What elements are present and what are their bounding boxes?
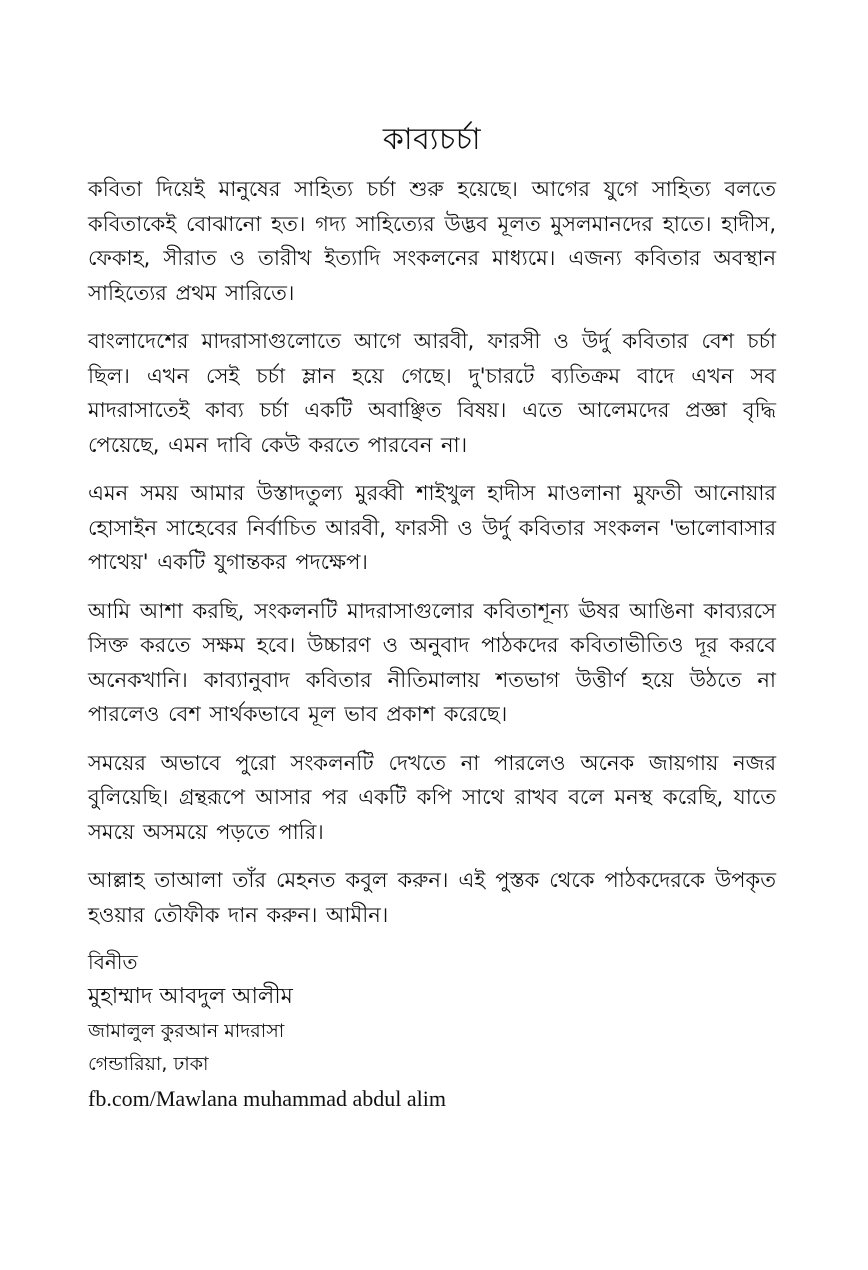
paragraph-6: আল্লাহ তাআলা তাঁর মেহনত কবুল করুন। এই পুস্তক থেকে পাঠকদেরকে উপকৃত হওয়ার তৌফীক দান করুন। আমীন। (88, 868, 776, 927)
author-location: গেন্ডারিয়া, ঢাকা (88, 1053, 209, 1075)
paragraph-2: বাংলাদেশের মাদরাসাগুলোতে আগে আরবী, ফারসী ও উর্দু কবিতার বেশ চর্চা ছিল। এখন সেই চর্চা ম্লান হয়ে গেছে। দু'চারটে ব্যতিক্রম বাদে এখন সব মাদরাসাতেই কাব্য চর্চা একটি অবাঞ্ছিত বিষয়। এতে আলেমদের প্রজ্ঞা বৃদ্ধি পেয়েছে, এমন দাবি কেউ করতে পারবেন না। (88, 329, 776, 457)
document-title: কাব্যচর্চা (382, 122, 482, 157)
closing-text: বিনীত (88, 950, 138, 974)
author-institution: জামালুল কুরআন মাদরাসা (88, 1020, 285, 1042)
facebook-link: fb.com/Mawlana muhammad abdul alim (88, 1086, 447, 1111)
paragraph-3: এমন সময় আমার উস্তাদতুল্য মুরব্বী শাইখুল হাদীস মাওলানা মুফতী আনোয়ার হোসাইন সাহেবের নির্বাচিত আরবী, ফারসী ও উর্দু কবিতার সংকলন 'ভালোবাসার পাথেয়' একটি যুগান্তকর পদক্ষেপ। (88, 481, 776, 574)
signature-block (88, 946, 776, 1117)
paragraph-5: সময়ের অভাবে পুরো সংকলনটি দেখতে না পারলেও অনেক জায়গায় নজর বুলিয়েছি। গ্রন্থরূপে আসার পর একটি কপি সাথে রাখব বলে মনস্থ করেছি, যাতে সময়ে অসময়ে পড়তে পারি। (88, 750, 776, 844)
document-page (88, 118, 776, 1117)
paragraph-1: কবিতা দিয়েই মানুষের সাহিত্য চর্চা শুরু হয়েছে। আগের যুগে সাহিত্য বলতে কবিতাকেই বোঝানো হত। গদ্য সাহিত্যের উদ্ভব মূলত মুসলমানদের হাতে। হাদীস, ফেকাহ, সীরাত ও তারীখ ইত্যাদি সংকলনের মাধ্যমে। এজন্য কবিতার অবস্থান সাহিত্যের প্রথম সারিতে। (88, 177, 776, 305)
paragraph-4: আমি আশা করছি, সংকলনটি মাদরাসাগুলোর কবিতাশূন্য ঊষর আঙিনা কাব্যরসে সিক্ত করতে সক্ষম হবে। উচ্চারণ ও অনুবাদ পাঠকদের কবিতাভীতিও দূর করবে অনেকখানি। কাব্যানুবাদ কবিতার নীতিমালায় শতভাগ উত্তীর্ণ হয়ে উঠতে না পারলেও বেশ সার্থকভাবে মূল ভাব প্রকাশ করেছে। (88, 598, 776, 726)
author-name: মুহাম্মাদ আবদুল আলীম (88, 984, 293, 1009)
